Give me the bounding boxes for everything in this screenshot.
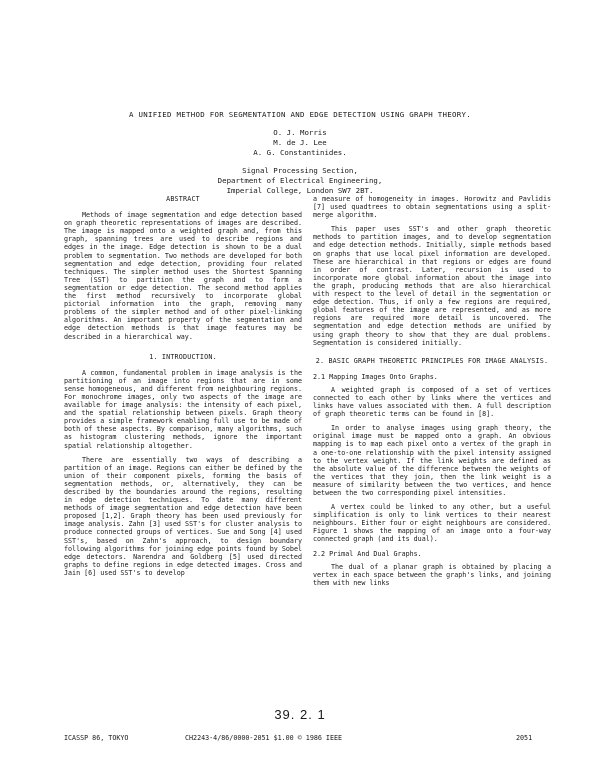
affiliation-line: Imperial College, London SW7 2BT. — [226, 186, 374, 195]
affiliation — [0, 166, 600, 196]
author: M. de J. Lee — [273, 138, 327, 147]
subsection-2-2-heading: 2.2 Primal And Dual Graphs. — [313, 549, 422, 558]
left-column — [64, 195, 302, 583]
body-paragraph: a measure of homogeneity in images. Horowitz and Pavlidis [7] used quadtrees to obtain segmentations using a split-merge algorithm. — [313, 195, 551, 220]
page-number: 2051 — [516, 734, 533, 742]
subsection-2-1-heading: 2.1 Mapping Images Onto Graphs. — [313, 372, 438, 381]
section-number: 39. 2. 1 — [274, 707, 326, 722]
abstract-text: Methods of image segmentation and edge detection based on graph theoretic representations of images are described. The image is mapped onto a weighted graph and, from this graph, spanning trees are used to describe regions and edges in the image. Edge detection is shown to be a dual problem to segmentation. Two methods are developed for both segmentation and edge detection, providing four related techniques. The simpler method uses the Shortest Spanning Tree (SST) to partition the graph and to form a segmentation or edge detection. The second method applies the first method recursively to incorporate global pictorial information into the graph, removing many problems of the simpler method and of other pixel-linking algorithms. An important property of the segmentation and edge detection methods is that image features may be described in a hierarchical way. — [64, 211, 302, 341]
author: O. J. Morris — [273, 128, 327, 137]
author: A. G. Constantinides. — [253, 148, 347, 157]
body-paragraph: A common, fundamental problem in image analysis is the partitioning of an image into regions that are in some sense homogeneous, and different from neighbouring regions. For monochrome images, only two aspects of the image are available for image analysis: the intensity of each pixel, and the spatial relationship between pixels. Graph theory provides a simple framework enabling full use to be made of both of these aspects. By comparison, many algorithms, such as histogram clustering methods, ignore the important spatial relationship altogether. — [64, 368, 302, 450]
author-list — [0, 128, 600, 158]
right-column — [313, 195, 551, 593]
conference-label: ICASSP 86, TOKYO — [64, 734, 129, 742]
abstract-heading: ABSTRACT — [166, 195, 200, 203]
body-paragraph: This paper uses SST's and other graph theoretic methods to partition images, and to develop segmentation and edge detection methods. Initially, simple methods based on graphs that use local pixel information are developed. These are hierarchical in that regions or edges are found in order of contrast. Later, recursion is used to incorporate more global information about the image into the graph, producing methods that are also hierarchical with respect to the level of detail in the segmentation or edge detection. Thus, if only a few regions are required, global features of the image are represented, and as more regions are required more detail is uncovered. The segmentation and edge detection methods are unified by using graph theory to show that they are dual problems. Segmentation is considered initially. — [313, 225, 551, 347]
affiliation-line: Signal Processing Section, — [242, 166, 358, 175]
body-paragraph: The dual of a planar graph is obtained by placing a vertex in each space between the graph's links, and joining them with new links — [313, 562, 551, 587]
introduction-heading: 1. INTRODUCTION. — [149, 352, 217, 361]
body-paragraph: A weighted graph is composed of a set of vertices connected to each other by links where the vertices and links have values associated with them. A full description of graph theoretic terms can be found in [8]. — [313, 385, 551, 419]
body-paragraph: A vertex could be linked to any other, but a useful simplification is only to link vertices to their nearest neighbours. Either four or eight neighbours are considered. Figure 1 shows the mapping of an image onto a four-way connected graph (and its dual). — [313, 503, 551, 544]
paper-title: A UNIFIED METHOD FOR SEGMENTATION AND EDGE DETECTION USING GRAPH THEORY. — [129, 110, 471, 119]
affiliation-line: Department of Electrical Engineering, — [217, 176, 383, 185]
body-paragraph: In order to analyse images using graph theory, the original image must be mapped onto a graph. An obvious mapping is to map each pixel onto a vertex of the graph in a one-to-one relationship with the pixel intensity assigned to the vertex weight. If the link weights are defined as the absolute value of the difference between the weights of the vertices that they join, then the link weight is a measure of similarity between the two vertices, and hence between the two corresponding pixel intensities. — [313, 424, 551, 497]
copyright-line: CH2243-4/86/0000-2051 $1.00 © 1986 IEEE — [185, 734, 343, 742]
body-paragraph: There are essentially two ways of describing a partition of an image. Regions can either be defined by the union of their component pixels, forming the basis of segmentation methods, or, alternatively, they can be described by the boundaries around the regions, resulting in edge detection techniques. To date many different methods of image segmentation and edge detection have been proposed [1,2]. Graph theory has been used previously for image analysis. Zahn [3] used SST's for cluster analysis to produce connected groups of vertices. Sue and Song [4] used SST's, based on Zahn's approach, to design boundary following algorithms for joining edge points found by Sobel edge detectors. Narendra and Goldberg [5] used directed graphs to define regions in edge detected images. Cross and Jain [6] used SST's to develop — [64, 455, 302, 577]
section-2-heading: 2. BASIC GRAPH THEORETIC PRINCIPLES FOR IMAGE ANALYSIS. — [315, 356, 549, 365]
